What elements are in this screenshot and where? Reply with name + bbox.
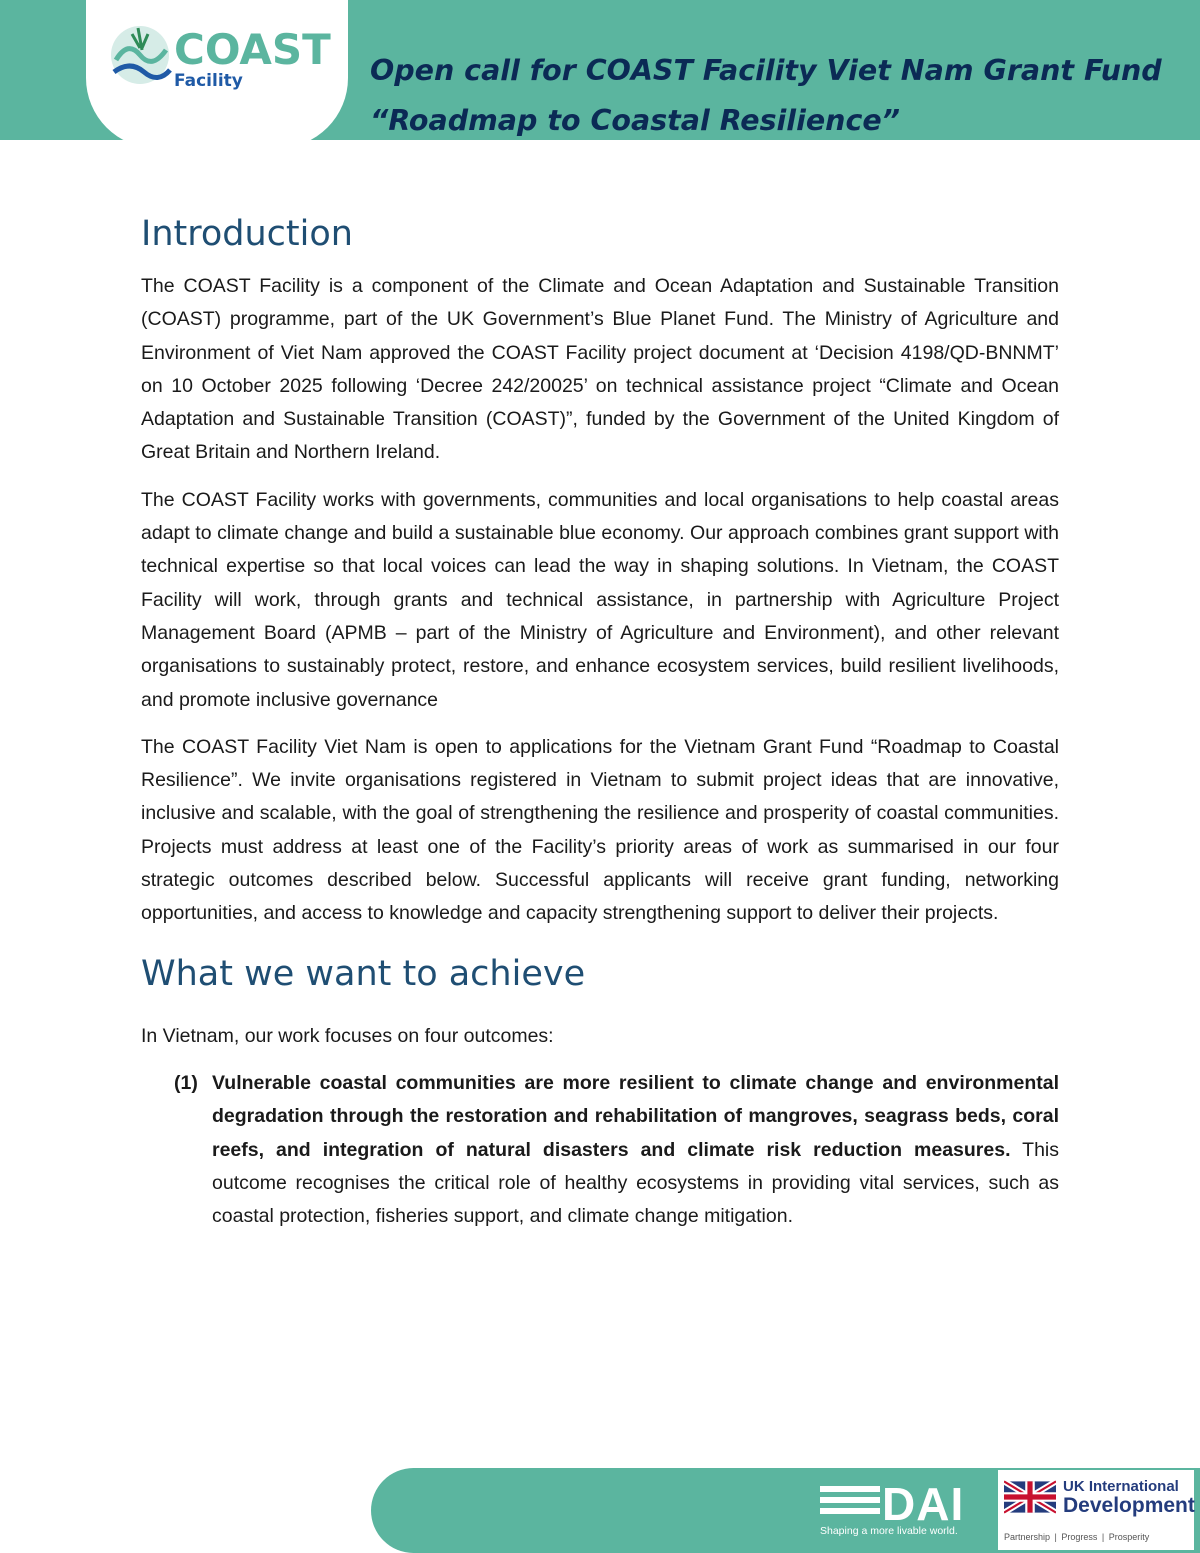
ukid-tagline: Partnership | Progress | Prosperity xyxy=(1004,1532,1150,1542)
intro-paragraph-1: The COAST Facility is a component of the Climate and Ocean Adaptation and Sustainable Transition (COAST) programme, part of the UK Government’s Blue Planet Fund. The Ministry of Agriculture and Environment of Viet Nam approved the COAST Facility project document at ‘Decision 4198/QD-BNNMT’ on 10 October 2025 following ‘Decree 242/20025’ on technical assistance project “Climate and Ocean Adaptation and Sustainable Transition (COAST)”, funded by the Government of the United Kingdom of Great Britain and Northern Ireland. xyxy=(141,275,1059,464)
outcome-bold-text: Vulnerable coastal communities are more resilient to climate change and environmental degradation through the restoration and rehabilitation of mangroves, seagrass beds, coral reefs, and integration of natural disasters and climate risk reduction measures. xyxy=(212,1071,1059,1161)
logo-sub: Facility xyxy=(174,71,243,91)
outcomes-lead: In Vietnam, our work focuses on four outcomes: xyxy=(141,1024,554,1047)
dai-name: DAI xyxy=(882,1478,965,1530)
outcome-item-1 xyxy=(174,1067,1059,1233)
ukid-line-2: Development xyxy=(1063,1494,1195,1517)
achieve-heading: What we want to achieve xyxy=(141,953,586,994)
document-title xyxy=(370,46,1180,146)
dai-logo xyxy=(820,1478,975,1544)
title-line-1: Open call for COAST Facility Viet Nam Grant Fund xyxy=(370,54,1162,87)
title-line-2: “Roadmap to Coastal Resilience” xyxy=(370,104,901,137)
outcome-text: This outcome recognises the critical role of healthy ecosystems in providing vital services, such as coastal protection, fisheries support, and climate change mitigation. xyxy=(212,1138,1059,1228)
outcome-number: (1) xyxy=(174,1071,198,1094)
introduction-heading: Introduction xyxy=(141,214,353,254)
logo-text: COAST xyxy=(174,25,331,74)
coast-facility-logo xyxy=(108,20,333,95)
ukid-line-1: UK International xyxy=(1063,1478,1179,1495)
intro-paragraph-2: The COAST Facility works with governments, communities and local organisations to help coastal areas adapt to climate change and build a sustainable blue economy. Our approach combines grant support with technical expertise so that local voices can lead the way in shaping solutions. In Vietnam, the COAST Facility will work, through grants and technical assistance, in partnership with Agriculture Project Management Board (APMB – part of the Ministry of Agriculture and Environment), and other relevant organisations to sustainably protect, restore, and enhance ecosystem services, build resilient livelihoods, and promote inclusive governance xyxy=(141,488,1059,711)
intro-paragraph-3: The COAST Facility Viet Nam is open to applications for the Vietnam Grant Fund “Roadmap to Coastal Resilience”. We invite organisations registered in Vietnam to submit project ideas that are innovative, inclusive and scalable, with the goal of strengthening the resilience and prosperity of coastal communities. Projects must address at least one of the Facility’s priority areas of work as summarised in our four strategic outcomes described below. Successful applicants will receive grant funding, networking opportunities, and access to knowledge and capacity strengthening support to deliver their projects. xyxy=(141,735,1059,925)
main-content xyxy=(141,212,1059,1233)
dai-bars-icon xyxy=(820,1486,880,1526)
uk-international-development-logo xyxy=(998,1470,1194,1550)
outcome-body xyxy=(212,1067,1059,1233)
dai-tagline: Shaping a more livable world. xyxy=(820,1525,958,1537)
union-flag-icon xyxy=(1004,1480,1056,1514)
